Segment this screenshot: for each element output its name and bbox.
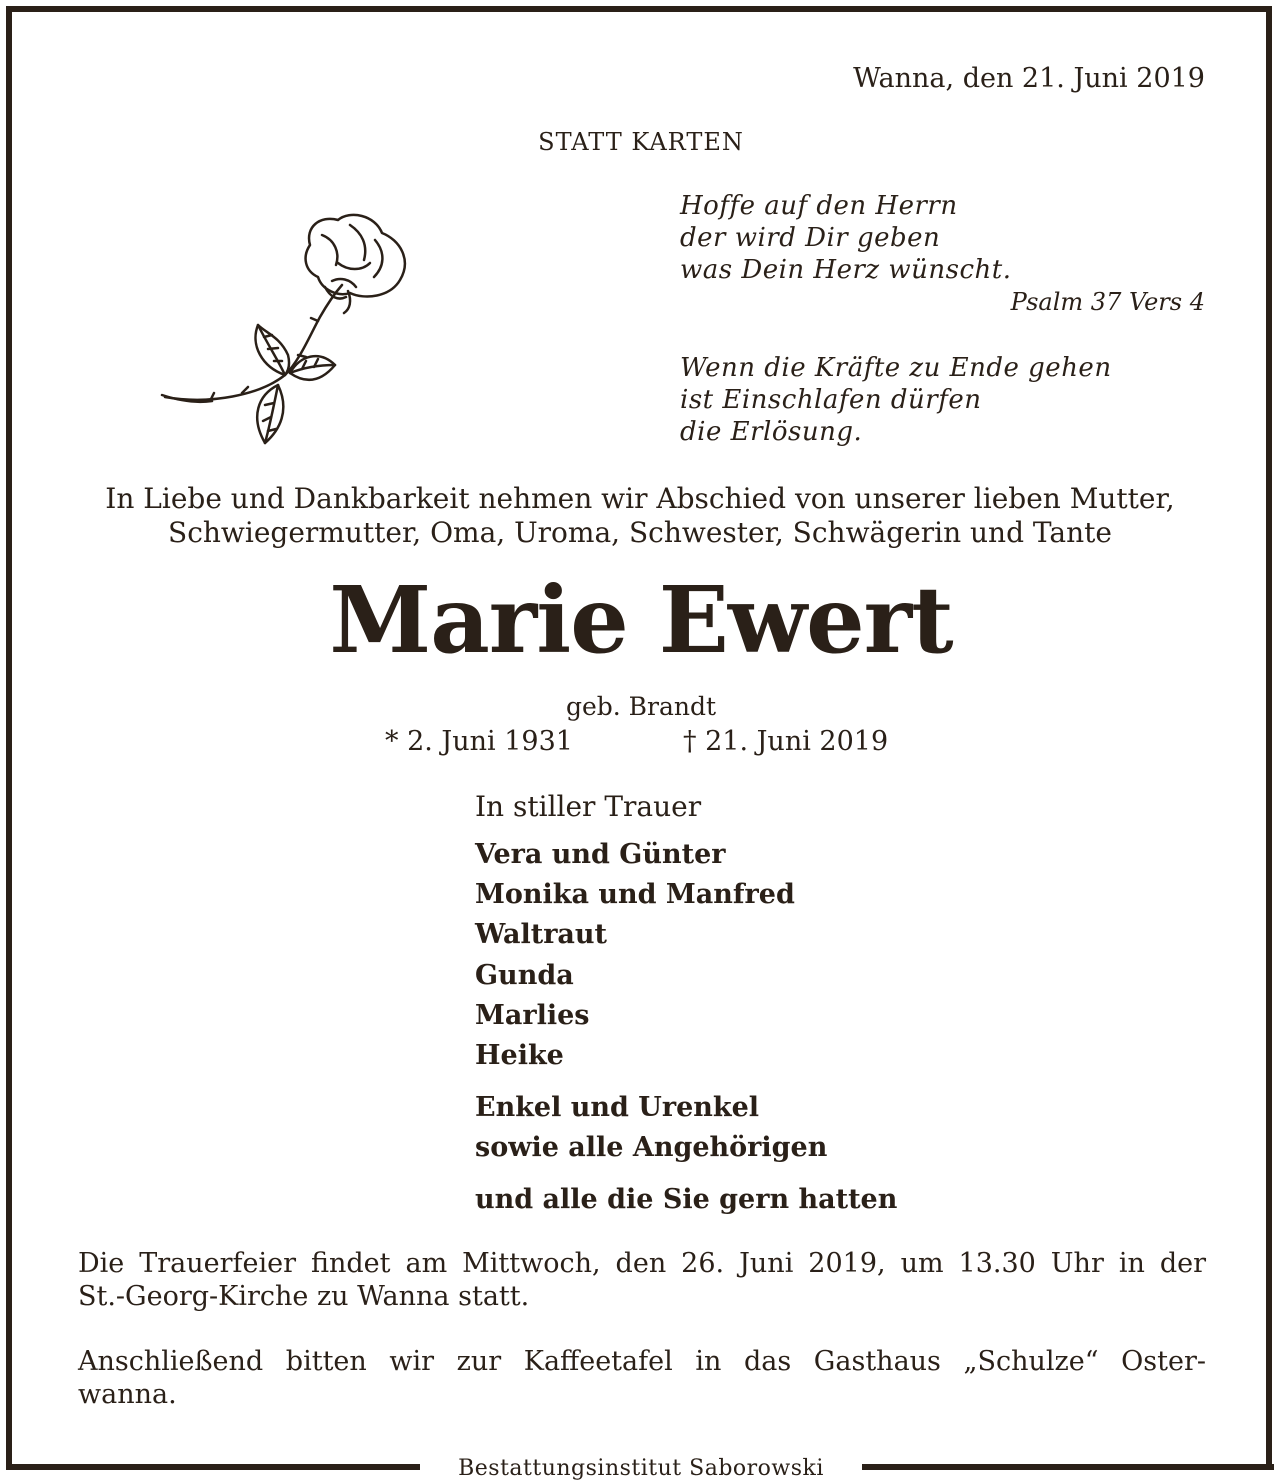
place-date: Wanna, den 21. Juni 2019 [853, 63, 1205, 94]
service-line: St.-Georg-Kirche zu Wanna statt. [78, 1281, 530, 1312]
psalm-reference: Psalm 37 Vers 4 [1010, 288, 1205, 316]
intro-line: Schwiegermutter, Oma, Uroma, Schwester, Schwägerin und Tante [168, 516, 1112, 549]
mourning-heading: In stiller Trauer [475, 790, 702, 823]
verse-strength [680, 352, 1112, 448]
verse-line: Wenn die Kräfte zu Ende gehen [680, 353, 1112, 383]
service-info [78, 1247, 1206, 1313]
mourner-name: Heike [475, 1040, 564, 1072]
bottom-rule-left [6, 1464, 420, 1470]
mourner-name: sowie alle Angehörigen [475, 1132, 828, 1164]
statt-karten: STATT KARTEN [538, 128, 744, 156]
birth-date: * 2. Juni 1931 [385, 726, 573, 757]
reception-line: wanna. [78, 1379, 177, 1410]
verse-hope [680, 190, 1011, 286]
intro-text [0, 482, 1280, 550]
death-date: † 21. Juni 2019 [683, 726, 889, 757]
verse-line: ist Einschlafen dürfen [680, 385, 982, 415]
reception-line: Anschließend bitten wir zur Kaffeetafel in das Gasthaus „Schulze“ Oster- [78, 1346, 1206, 1377]
mourner-name: Monika und Manfred [475, 879, 795, 911]
mourner-closing: und alle die Sie gern hatten [475, 1184, 898, 1215]
mourner-name: Gunda [475, 959, 574, 991]
maiden-name: geb. Brandt [565, 692, 717, 721]
service-line: Die Trauerfeier findet am Mittwoch, den 26. Juni 2019, um 13.30 Uhr in der [78, 1248, 1206, 1279]
rose-icon [150, 205, 430, 455]
verse-line: die Erlösung. [680, 417, 863, 447]
bottom-rule-right [862, 1464, 1274, 1470]
mourner-relatives [475, 1088, 827, 1168]
mourner-name: Vera und Günter [475, 839, 726, 870]
deceased-name: Marie Ewert [329, 566, 953, 674]
mourner-name: Waltraut [475, 919, 608, 951]
mourner-name: Enkel und Urenkel [475, 1092, 760, 1123]
mourner-list [475, 835, 795, 1076]
reception-info [78, 1345, 1206, 1411]
funeral-home: Bestattungsinstitut Saborowski [458, 1456, 824, 1481]
mourner-name: Marlies [475, 999, 590, 1031]
verse-line: Hoffe auf den Herrn [680, 191, 958, 221]
intro-line: In Liebe und Dankbarkeit nehmen wir Abschied von unserer lieben Mutter, [105, 482, 1175, 515]
verse-line: der wird Dir geben [680, 223, 941, 253]
verse-line: was Dein Herz wünscht. [680, 255, 1012, 285]
